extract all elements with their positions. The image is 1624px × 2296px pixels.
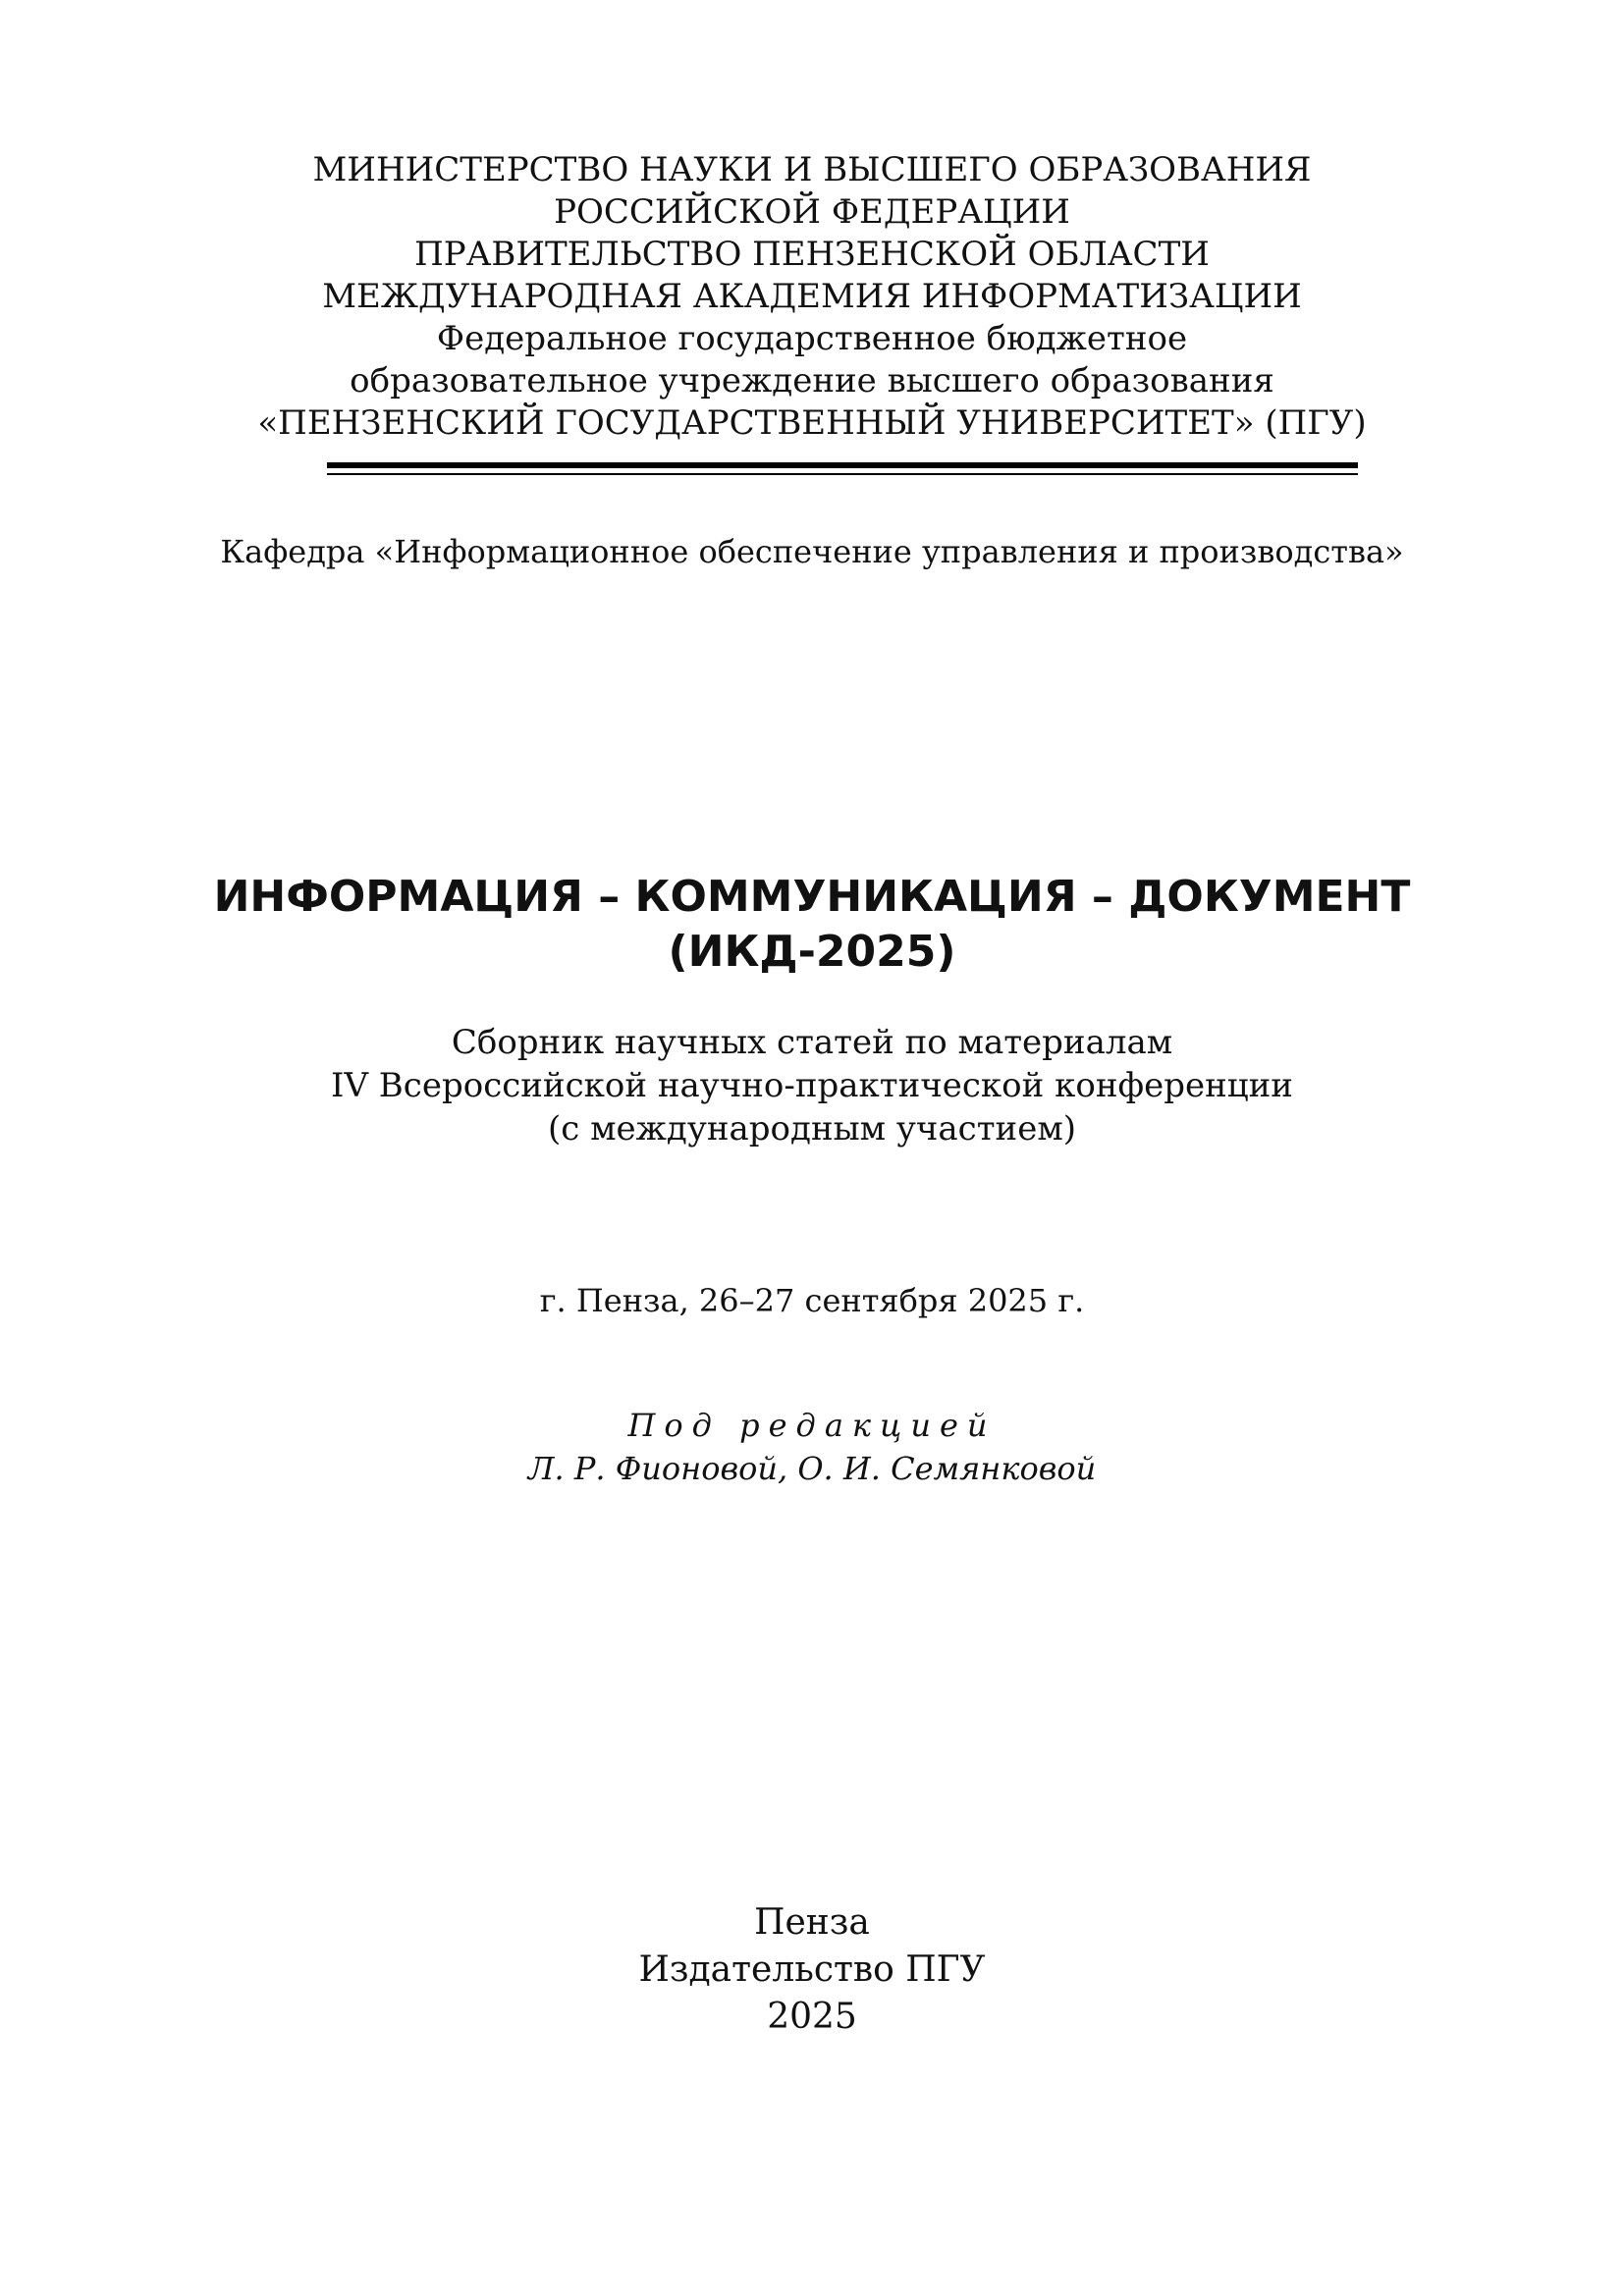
government-line: ПРАВИТЕЛЬСТВО ПЕНЗЕНСКОЙ ОБЛАСТИ xyxy=(414,235,1210,274)
academy-line: МЕЖДУНАРОДНАЯ АКАДЕМИЯ ИНФОРМАТИЗАЦИИ xyxy=(322,277,1302,316)
university-type-line-1: Федеральное государственное бюджетное xyxy=(436,319,1188,358)
title-line-2: (ИКД-2025) xyxy=(668,927,956,977)
ministry-line-2: РОССИЙСКОЙ ФЕДЕРАЦИИ xyxy=(554,192,1070,232)
university-type-line-2: образовательное учреждение высшего образования xyxy=(350,361,1274,400)
ministry-line-1: МИНИСТЕРСТВО НАУКИ И ВЫСШЕГО ОБРАЗОВАНИЯ xyxy=(312,150,1312,189)
subtitle-line-3: (с международным участием) xyxy=(547,1109,1077,1148)
publisher-imprint xyxy=(0,1899,1624,2041)
subtitle-line-2: IV Всероссийской научно-практической конференции xyxy=(331,1066,1293,1105)
imprint-city: Пенза xyxy=(754,1902,870,1943)
header-divider-thick xyxy=(327,462,1358,468)
university-name-line: «ПЕНЗЕНСКИЙ ГОСУДАРСТВЕННЫЙ УНИВЕРСИТЕТ» (ПГУ) xyxy=(257,403,1367,443)
publication-subtitle xyxy=(0,1021,1624,1150)
imprint-publisher: Издательство ПГУ xyxy=(638,1949,986,1990)
editors-names: Л. Р. Фионовой, О. И. Семянковой xyxy=(527,1450,1097,1487)
department-name: Кафедра «Информационное обеспечение управления и производства» xyxy=(220,533,1404,570)
editors-block xyxy=(0,1404,1624,1490)
header-divider-thin xyxy=(327,473,1358,475)
title-line-1: ИНФОРМАЦИЯ – КОММУНИКАЦИЯ – ДОКУМЕНТ xyxy=(213,872,1411,922)
institution-header xyxy=(0,149,1624,445)
conference-place-date: г. Пенза, 26–27 сентября 2025 г. xyxy=(539,1282,1085,1319)
publication-title xyxy=(0,870,1624,980)
subtitle-line-1: Сборник научных статей по материалам xyxy=(451,1023,1173,1062)
editors-label: Под редакцией xyxy=(627,1407,997,1444)
imprint-year: 2025 xyxy=(767,1997,857,2037)
